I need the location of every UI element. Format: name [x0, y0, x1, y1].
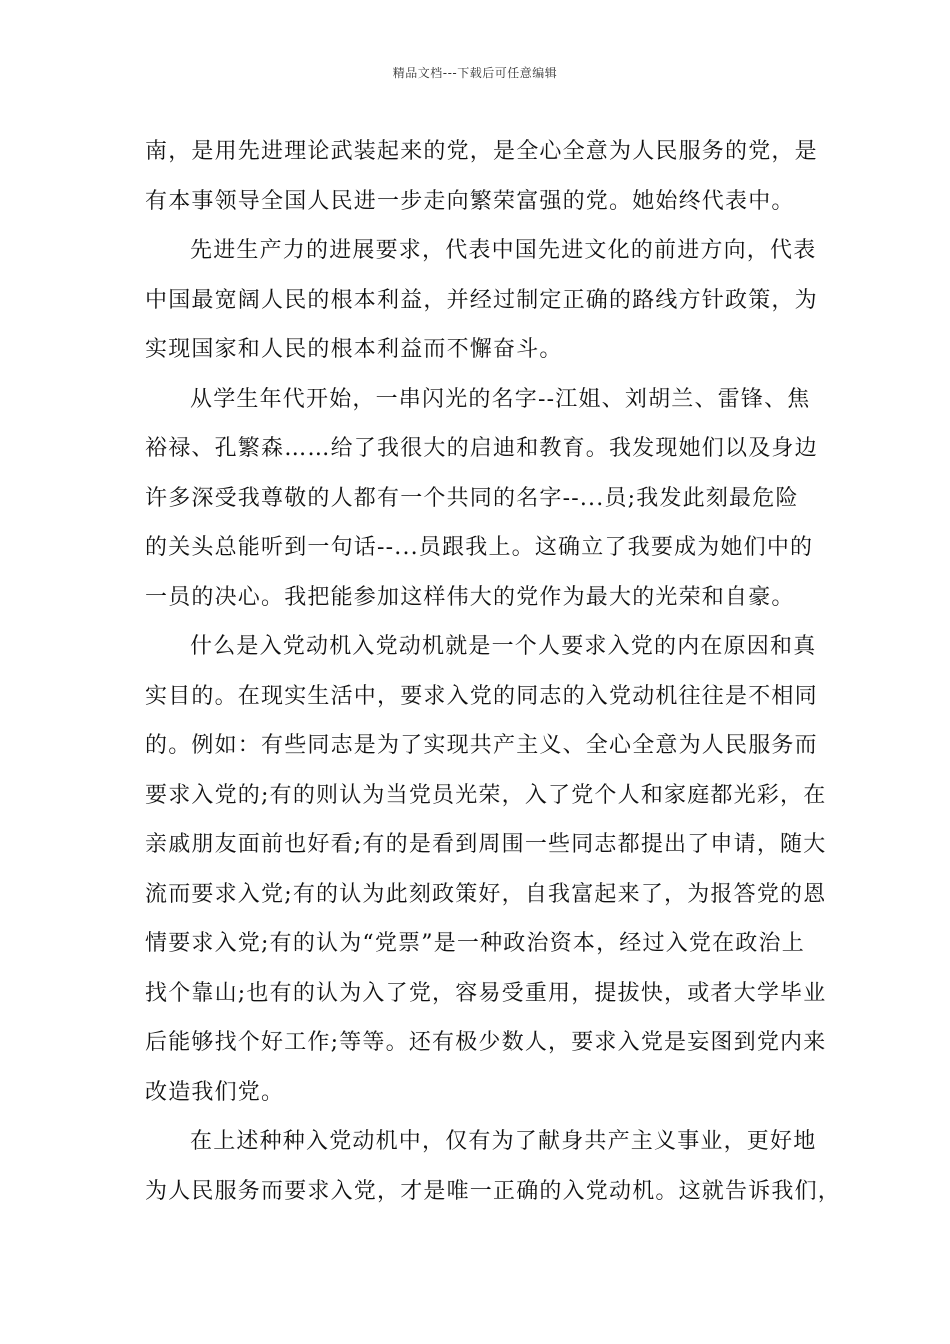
- text-line: 情要求入党;有的认为“党票”是一种政治资本，经过入党在政治上: [145, 931, 805, 956]
- text-line: 在上述种种入党动机中，仅有为了献身共产主义事业，更好地: [190, 1129, 817, 1154]
- text-line: 改造我们党。: [145, 1079, 285, 1105]
- text-line: 南，是用先进理论武装起来的党，是全心全意为人民服务的党，是: [145, 139, 818, 164]
- text-line: 的。例如：有些同志是为了实现共产主义、全心全意为人民服务而: [145, 733, 818, 758]
- text-line: 亲戚朋友面前也好看;有的是看到周围一些同志都提出了申请，随大: [145, 832, 827, 857]
- text-line: 流而要求入党;有的认为此刻政策好，自我富起来了，为报答党的恩: [145, 881, 827, 907]
- text-line: 先进生产力的进展要求，代表中国先进文化的前进方向，代表: [190, 238, 817, 263]
- text-line: 后能够找个好工作;等等。还有极少数人，要求入党是妄图到党内来: [145, 1030, 827, 1055]
- text-line: 有本事领导全国人民进一步走向繁荣富强的党。她始终代表中。: [145, 188, 795, 214]
- text-line: 裕禄、孔繁森……给了我很大的启迪和教育。我发现她们以及身边: [145, 436, 818, 461]
- text-line: 实目的。在现实生活中，要求入党的同志的入党动机往往是不相同: [145, 683, 818, 709]
- text-line: 为人民服务而要求入党，才是唯一正确的入党动机。这就告诉我们，: [145, 1178, 842, 1204]
- document-body: [145, 127, 842, 1216]
- text-line: 许多深受我尊敬的人都有一个共同的名字--...员;我发此刻最危险: [145, 485, 799, 511]
- text-line: 找个靠山;也有的认为入了党，容易受重用，提拔快，或者大学毕业: [145, 980, 827, 1006]
- page-header: 精品文档---下载后可任意编辑: [392, 66, 558, 80]
- text-line: 实现国家和人民的根本利益而不懈奋斗。: [145, 337, 563, 362]
- text-line: 的关头总能听到一句话--...员跟我上。这确立了我要成为她们中的: [145, 535, 814, 560]
- text-line: 从学生年代开始，一串闪光的名字--江姐、刘胡兰、雷锋、焦: [190, 386, 811, 412]
- text-line: 要求入党的;有的则认为当党员光荣，入了党个人和家庭都光彩，在: [145, 782, 827, 808]
- text-line: 一员的决心。我把能参加这样伟大的党作为最大的光荣和自豪。: [145, 584, 795, 610]
- text-line: 什么是入党动机入党动机就是一个人要求入党的内在原因和真: [190, 634, 817, 659]
- text-line: 中国最宽阔人民的根本利益，并经过制定正确的路线方针政策，为: [145, 287, 818, 313]
